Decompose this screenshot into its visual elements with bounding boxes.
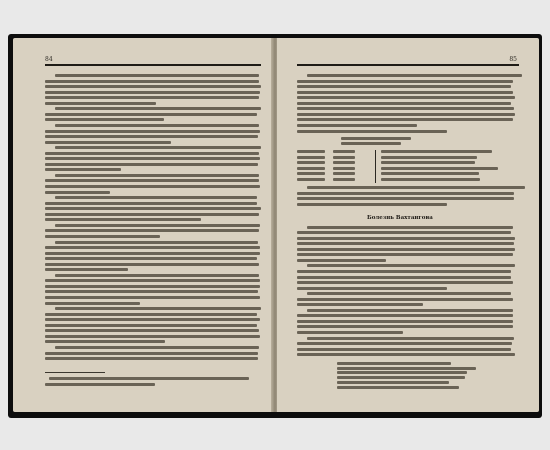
text-line xyxy=(307,186,525,189)
text-line xyxy=(333,172,355,175)
text-line xyxy=(45,141,171,144)
left-page-number: 84 xyxy=(45,56,53,63)
text-line xyxy=(297,342,512,345)
text-line xyxy=(297,270,511,273)
cast-list-divider xyxy=(375,150,376,183)
left-page xyxy=(13,38,273,412)
text-line xyxy=(297,197,514,200)
text-line xyxy=(381,161,475,164)
quote-line xyxy=(337,381,449,384)
text-line xyxy=(45,252,260,255)
text-line xyxy=(45,152,259,155)
text-line xyxy=(333,150,355,153)
quote-line xyxy=(337,386,459,389)
text-line xyxy=(55,196,257,199)
text-line xyxy=(297,85,511,88)
quote-line xyxy=(337,371,467,374)
text-line xyxy=(297,348,511,351)
quote-line xyxy=(337,376,465,379)
footnote-line xyxy=(45,383,155,386)
text-line xyxy=(45,185,260,188)
text-line xyxy=(297,91,513,94)
footnote-rule xyxy=(45,372,105,373)
text-line xyxy=(45,329,259,332)
text-line xyxy=(45,313,257,316)
text-line xyxy=(45,335,260,338)
text-line xyxy=(341,137,411,140)
text-line xyxy=(45,191,110,194)
text-line xyxy=(307,264,515,267)
text-line xyxy=(45,213,259,216)
text-line xyxy=(297,96,515,99)
text-line xyxy=(297,331,403,334)
text-line xyxy=(297,287,447,290)
text-line xyxy=(45,113,257,116)
text-line xyxy=(307,309,513,312)
text-line xyxy=(297,161,325,164)
text-line xyxy=(55,174,259,177)
text-line xyxy=(45,357,258,360)
text-line xyxy=(45,246,260,249)
quote-line xyxy=(337,367,476,370)
text-line xyxy=(45,290,258,293)
text-line xyxy=(55,307,261,310)
text-line xyxy=(297,259,386,262)
text-line xyxy=(297,203,447,206)
text-line xyxy=(297,130,447,133)
right-page xyxy=(277,38,539,412)
text-line xyxy=(45,268,128,271)
text-line xyxy=(45,85,261,88)
left-header-rule xyxy=(45,64,261,66)
text-line xyxy=(55,274,259,277)
text-line xyxy=(297,178,325,181)
text-line xyxy=(297,80,513,83)
text-line xyxy=(307,292,511,295)
text-line xyxy=(381,156,477,159)
text-line xyxy=(55,241,258,244)
text-line xyxy=(55,107,261,110)
text-line xyxy=(307,337,514,340)
text-line xyxy=(297,118,513,121)
footnote-line xyxy=(49,377,249,380)
text-line xyxy=(55,124,259,127)
text-line xyxy=(55,224,260,227)
text-line xyxy=(45,102,156,105)
text-line xyxy=(333,167,355,170)
text-line xyxy=(297,253,513,256)
text-line xyxy=(45,302,140,305)
text-line xyxy=(297,314,513,317)
text-line xyxy=(297,298,513,301)
text-line xyxy=(341,142,401,145)
text-line xyxy=(45,80,259,83)
text-line xyxy=(297,102,511,105)
text-line xyxy=(307,226,513,229)
text-line xyxy=(297,172,325,175)
text-line xyxy=(45,202,257,205)
text-line xyxy=(381,172,479,175)
text-line xyxy=(45,218,201,221)
text-line xyxy=(333,178,355,181)
text-line xyxy=(297,113,515,116)
text-line xyxy=(297,248,515,251)
text-line xyxy=(297,353,515,356)
right-header-rule xyxy=(297,64,519,66)
text-line xyxy=(45,168,121,171)
text-line xyxy=(45,179,259,182)
text-line xyxy=(297,320,513,323)
text-line xyxy=(45,118,164,121)
text-line xyxy=(45,163,258,166)
text-line xyxy=(45,96,259,99)
text-line xyxy=(297,303,423,306)
text-line xyxy=(297,325,513,328)
text-line xyxy=(333,156,355,159)
text-line xyxy=(45,340,165,343)
text-line xyxy=(45,352,258,355)
text-line xyxy=(381,150,492,153)
right-page-number: 85 xyxy=(509,56,517,63)
text-line xyxy=(381,178,480,181)
text-line xyxy=(45,207,261,210)
text-line xyxy=(45,263,259,266)
text-line xyxy=(297,237,515,240)
quote-line xyxy=(337,362,451,365)
text-line xyxy=(297,242,514,245)
text-line xyxy=(45,135,258,138)
text-line xyxy=(333,161,355,164)
text-line xyxy=(45,324,257,327)
text-line xyxy=(45,285,260,288)
text-line xyxy=(45,235,160,238)
text-line xyxy=(45,229,259,232)
text-line xyxy=(381,167,498,170)
text-line xyxy=(45,318,260,321)
text-line xyxy=(45,91,260,94)
text-line xyxy=(45,257,257,260)
text-line xyxy=(55,146,261,149)
text-line xyxy=(297,124,417,127)
text-line xyxy=(297,281,513,284)
text-line xyxy=(45,296,260,299)
text-line xyxy=(297,192,514,195)
text-line xyxy=(45,157,260,160)
text-line xyxy=(45,279,260,282)
text-line xyxy=(297,150,325,153)
text-line xyxy=(55,74,259,77)
text-line xyxy=(297,107,514,110)
section-heading: Болезнь Вахтангова xyxy=(367,214,433,221)
text-line xyxy=(297,167,325,170)
text-line xyxy=(45,130,260,133)
text-line xyxy=(307,74,522,77)
text-line xyxy=(55,346,259,349)
text-line xyxy=(297,276,511,279)
text-line xyxy=(297,156,325,159)
text-line xyxy=(297,231,511,234)
